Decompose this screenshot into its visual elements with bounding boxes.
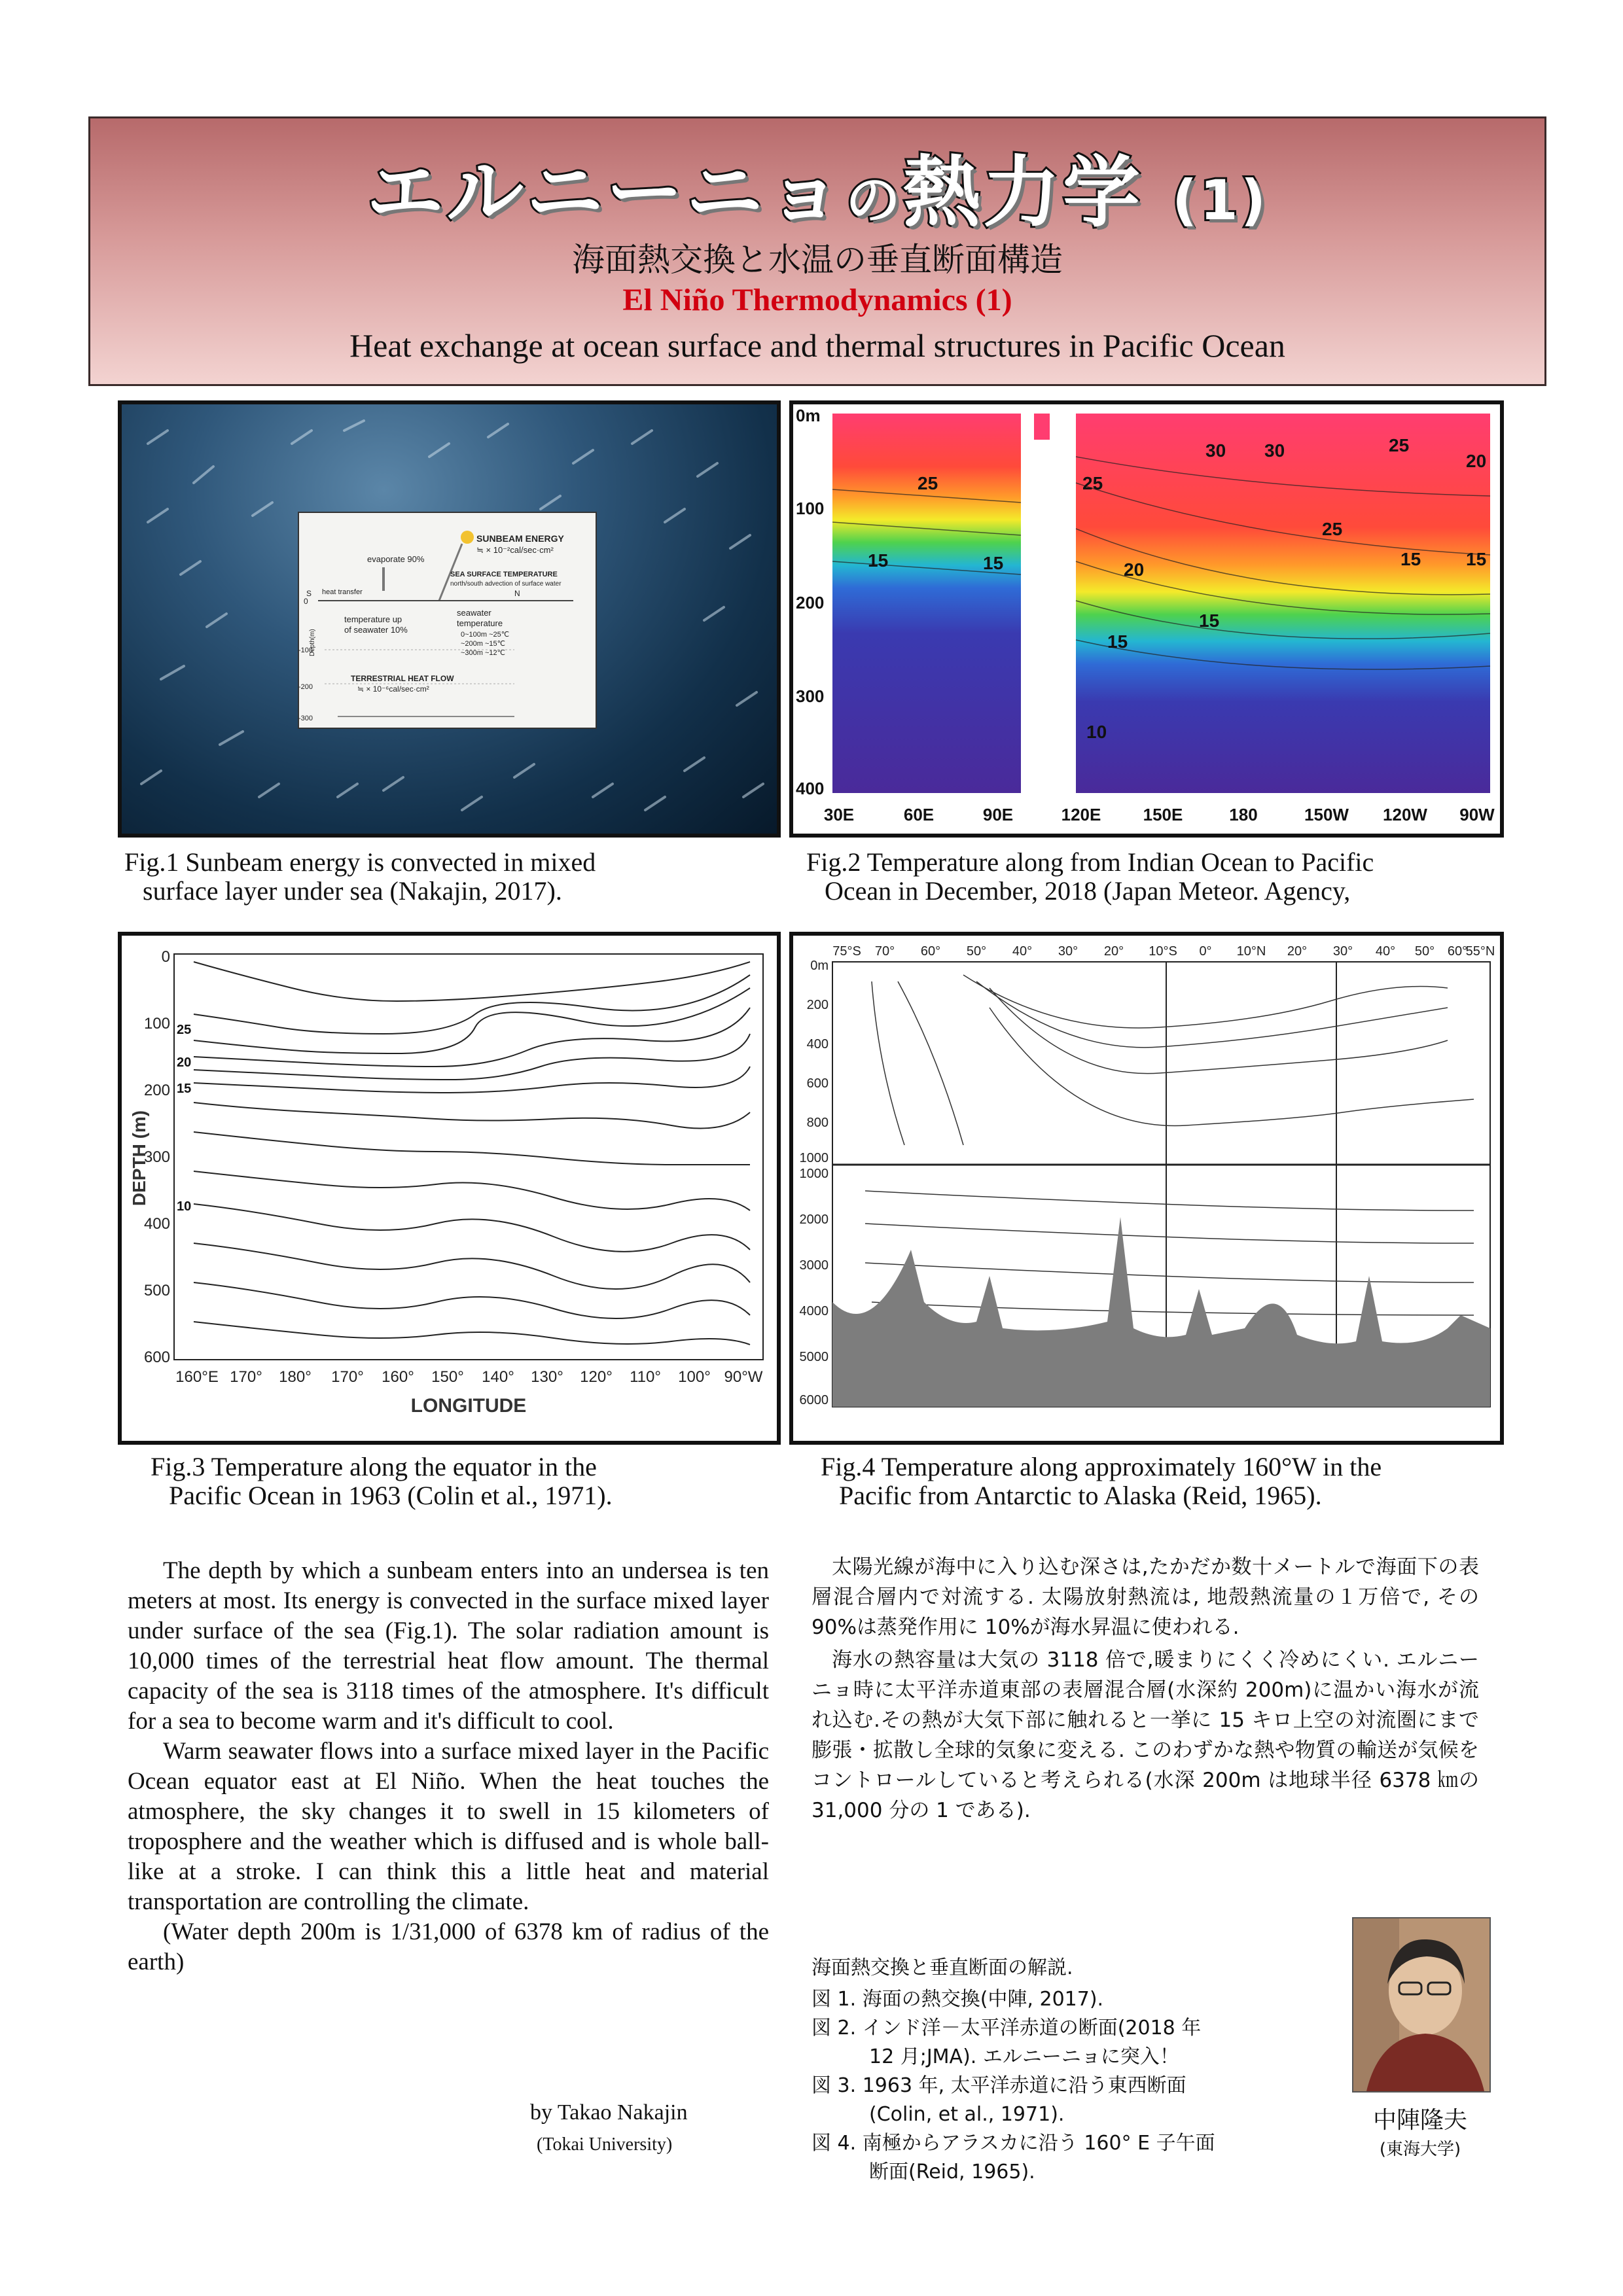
sst-sub-label: north/south advection of surface water (450, 580, 562, 588)
y-tick: 1000 (799, 1151, 829, 1165)
y-tick: 0m (796, 406, 821, 425)
notes-item (812, 2100, 1309, 2129)
note-text: 南極からアラスカに沿う 160° E 子午面 (856, 2132, 1215, 2155)
paragraph: 海水の熱容量は大気の 3118 倍で,暖まりにくく冷めにくい. エルニーニョ時に太平洋赤道東部の表層混合層(水深約 200m)に温かい海水が流れ込む.その熱が大気下部に触れると一挙に 15 キロ上空の対流圏にまで膨張・拡散し全球的気象に変える. このわずかな熱や物質の輸送が気候をコントロールしていると考えられる(水深 200m は地球半径 6378 ㎞の 31,000 分の 1 である). (812, 1648, 1479, 1822)
author-byline: by Takao Nakajin (530, 2100, 688, 2125)
contour-label: 15 (1107, 631, 1128, 652)
figure-4-meridional-section (789, 932, 1504, 1445)
caption-line: Fig.1 Sunbeam energy is convected in mixed (124, 847, 596, 877)
isotherm-lines (194, 962, 750, 1345)
contour-label: 25 (177, 1023, 192, 1037)
lat-tick: 20° (1287, 944, 1308, 959)
x-tick: 150° (431, 1368, 464, 1386)
lat-tick: 50° (966, 944, 987, 959)
note-text: インド洋－太平洋赤道の断面(2018 年 (856, 2017, 1202, 2040)
x-tick: 120E (1061, 805, 1101, 824)
y-tick: 200 (143, 1082, 170, 1099)
fig4-latitude-axis (832, 944, 1495, 959)
fish-school-illustration (122, 404, 777, 834)
contour-label: 15 (177, 1082, 192, 1096)
y-tick: 500 (143, 1282, 170, 1299)
x-tick: 60E (903, 805, 935, 824)
japanese-body-text (812, 1552, 1479, 1828)
x-tick: 90°W (724, 1368, 763, 1386)
y-tick: 0 (161, 948, 170, 966)
indian-ocean-section (832, 414, 1021, 793)
fig4-upper-y-axis (800, 959, 829, 1165)
author-photo (1352, 1917, 1491, 2093)
note-text: 断面(Reid, 1965). (869, 2161, 1035, 2183)
paragraph: The depth by which a sunbeam enters into an undersea is ten meters at most. Its energy is convected in the surface mixed layer under surface of the sea (Fig.1). The solar radiation amount is 10,000 times of the terrestrial heat flow amount. The thermal capacity of the sea is 3118 times of the atmosphere. It's difficult for a sea to become warm and it's difficult to cool. (128, 1557, 769, 1735)
fig2-contour-map (793, 404, 1500, 834)
fig4-contour-plot (793, 936, 1500, 1441)
y-tick: 0m (810, 959, 829, 973)
notes-item (812, 2014, 1309, 2043)
lat-tick: 40° (1012, 944, 1033, 959)
note-text: 海面の熱交換(中陣, 2017). (856, 1988, 1104, 2011)
figure-2-caption (806, 848, 1493, 906)
lat-tick: 40° (1375, 944, 1396, 959)
notes-item (812, 2043, 1309, 2072)
x-tick: 170° (230, 1368, 262, 1386)
lat-tick: 0° (1199, 944, 1212, 959)
fig3-contour-labels (177, 1023, 191, 1214)
lat-tick: 10°N (1236, 944, 1266, 959)
note-text: (Colin, et al., 1971). (869, 2103, 1065, 2126)
x-tick: 120W (1383, 805, 1427, 824)
title-main: エルニーニョ (366, 147, 846, 238)
fig3-contour-plot (122, 936, 777, 1441)
notes-item (812, 2129, 1309, 2158)
figure-4-caption (821, 1453, 1514, 1510)
land-gap (1021, 414, 1076, 793)
figure-1-caption (124, 848, 772, 906)
note-key: 図 1. (812, 1988, 857, 2011)
y-tick: 400 (143, 1215, 170, 1233)
subtitle-japanese: 海面熱交換と水温の垂直断面構造 (572, 241, 1063, 279)
title-rest: 熱力学 (902, 147, 1143, 238)
x-tick: 90W (1459, 805, 1495, 824)
terrestrial-heat-label: TERRESTRIAL HEAT FLOW (351, 674, 454, 683)
contour-label: 20 (1124, 559, 1145, 580)
x-tick: 130° (531, 1368, 563, 1386)
fig4-isotherms (865, 975, 1474, 1348)
x-tick: 150W (1304, 805, 1349, 824)
y-tick: 4000 (799, 1304, 829, 1318)
lat-tick: 70° (874, 944, 895, 959)
figure-notes (812, 1954, 1309, 2187)
pacific-ocean-section (1076, 414, 1490, 793)
y-tick: 200 (806, 998, 829, 1012)
notes-item (812, 2158, 1309, 2187)
title-particle: の (845, 168, 903, 232)
sst-label: SEA SURFACE TEMPERATURE (450, 571, 558, 578)
caption-line: Pacific from Antarctic to Alaska (Reid, 1965). (839, 1481, 1322, 1510)
page-title (90, 130, 1544, 241)
subtitle-english-red: El Niño Thermodynamics (1) (622, 283, 1012, 317)
contour-label: 25 (1322, 519, 1343, 539)
x-tick: 110° (630, 1368, 661, 1386)
fig3-y-axis (144, 948, 170, 1366)
figure-3-equator-section (118, 932, 781, 1445)
x-tick: 180° (279, 1368, 312, 1386)
depth-axis-title: Depth(m) (309, 629, 316, 656)
contour-label: 20 (1466, 451, 1487, 471)
y-tick: 2000 (799, 1212, 829, 1227)
y-tick: 300 (143, 1148, 170, 1166)
x-tick: 140° (482, 1368, 514, 1386)
y-tick: 400 (806, 1037, 829, 1051)
lat-tick: 60° (920, 944, 941, 959)
note-text: 12 月;JMA). エルニーニョに突入！ (869, 2045, 1179, 2068)
title-number: (1) (1171, 168, 1269, 232)
caption-line: Pacific Ocean in 1963 (Colin et al., 1971). (169, 1481, 613, 1510)
fig3-x-axis (175, 1368, 763, 1386)
contour-label: 10 (1086, 722, 1107, 742)
lat-tick: 50° (1414, 944, 1435, 959)
contour-label: 20 (177, 1055, 192, 1070)
y-tick: 800 (806, 1116, 829, 1130)
notes-item (812, 1985, 1309, 2014)
depth-300-label: -300 (298, 715, 313, 722)
temp-line-1: 0~100m ~25℃ (461, 631, 510, 639)
caption-line: Fig.3 Temperature along the equator in the (151, 1452, 597, 1481)
y-tick: 400 (796, 779, 825, 798)
sunbeam-value: ≒ × 10⁻²cal/sec·cm² (476, 545, 554, 555)
depth-100-label: -100 (298, 646, 313, 654)
sunbeam-label: SUNBEAM ENERGY (476, 533, 564, 544)
note-text: 1963 年, 太平洋赤道に沿う東西断面 (856, 2074, 1186, 2097)
depth-200-label: -200 (298, 683, 313, 691)
caption-line: Fig.2 Temperature along from Indian Ocean to Pacific (806, 847, 1374, 877)
depth-0-label: 0 (304, 597, 308, 606)
heat-transfer-label: heat transfer (322, 588, 363, 596)
y-tick: 6000 (799, 1393, 829, 1407)
contour-label: 25 (1389, 435, 1410, 455)
contour-label: 15 (1466, 549, 1487, 569)
subtitle-english: Heat exchange at ocean surface and thermal structures in Pacific Ocean (349, 327, 1285, 364)
note-key: 図 4. (812, 2132, 857, 2155)
lat-tick: 20° (1103, 944, 1124, 959)
caption-line: Fig.4 Temperature along approximately 160°W in the (821, 1452, 1382, 1481)
contour-label: 30 (1264, 440, 1285, 461)
x-tick: 170° (331, 1368, 364, 1386)
note-key: 図 3. (812, 2074, 857, 2097)
x-tick: 100° (678, 1368, 711, 1386)
x-tick: 150E (1143, 805, 1183, 824)
fig2-x-axis (824, 805, 1495, 824)
south-label: S (306, 589, 312, 598)
seawater-label: seawater (457, 608, 491, 618)
caption-line: Ocean in December, 2018 (Japan Meteor. Agency, (825, 876, 1351, 906)
temperature-label: temperature (457, 618, 503, 628)
temp-up-label-2: of seawater 10% (344, 625, 408, 635)
x-tick: 30E (823, 805, 855, 824)
x-tick: 160°E (175, 1368, 219, 1386)
notes-heading: 海面熱交換と垂直断面の解説. (812, 1956, 1073, 1979)
lat-tick: 60° (1447, 944, 1468, 959)
temp-line-2: ~200m ~15℃ (461, 640, 506, 648)
contour-label: 10 (177, 1199, 192, 1214)
x-axis-title: LONGITUDE (410, 1395, 527, 1417)
fig4-lower-y-axis (800, 1167, 829, 1407)
lat-tick: 30° (1332, 944, 1353, 959)
terrestrial-heat-value: ≒ × 10⁻⁶cal/sec·cm² (357, 684, 429, 694)
author-portrait (1353, 1918, 1489, 2091)
figure-3-caption (151, 1453, 779, 1510)
x-tick: 180 (1229, 805, 1258, 824)
lat-tick: 55°N (1465, 944, 1495, 959)
temp-up-label: temperature up (344, 614, 402, 624)
y-tick: 600 (143, 1349, 170, 1366)
lat-tick: 10°S (1149, 944, 1177, 959)
figure-1-sardine-photo (118, 400, 781, 838)
y-tick: 100 (796, 499, 825, 518)
header-banner (88, 116, 1546, 386)
x-tick: 90E (982, 805, 1014, 824)
lat-tick: 30° (1058, 944, 1079, 959)
x-tick: 160° (382, 1368, 414, 1386)
y-tick: 300 (796, 686, 825, 706)
caption-line: surface layer under sea (Nakajin, 2017). (143, 876, 562, 906)
y-tick: 1000 (799, 1167, 829, 1181)
y-tick: 5000 (799, 1350, 829, 1364)
contour-label: 15 (868, 550, 889, 571)
author-affiliation: (Tokai University) (537, 2134, 673, 2155)
contour-label: 15 (983, 553, 1004, 573)
paragraph: (Water depth 200m is 1/31,000 of 6378 km of radius of the earth) (128, 1918, 769, 1975)
contour-label: 25 (918, 473, 938, 493)
contour-label: 25 (1082, 473, 1103, 493)
author-affiliation-japanese: (東海大学) (1379, 2140, 1461, 2159)
y-axis-title: DEPTH (m) (129, 1110, 149, 1207)
temp-line-3: ~300m ~12℃ (461, 649, 506, 657)
north-label: N (514, 589, 520, 598)
paragraph: Warm seawater flows into a surface mixed layer in the Pacific Ocean equator east at El Niño. When the heat touches the atmosphere, the sky changes it to swell in 15 kilometers of troposphere and the weather which is diffused and is whole ball-like at a stroke. I can think this a little heat and material transportation are controlling the climate. (128, 1738, 769, 1915)
evaporate-label: evaporate 90% (367, 554, 425, 564)
sun-icon (461, 531, 474, 544)
paragraph: 太陽光線が海中に入り込む深さは,たかだか数十メートルで海面下の表層混合層内で対流する. 太陽放射熱流は, 地殻熱流量の１万倍で, その 90%は蒸発作用に 10%が海水昇温に使われる. (812, 1555, 1479, 1639)
lat-tick: 75°S (832, 944, 861, 959)
y-tick: 100 (143, 1015, 170, 1033)
x-tick: 120° (580, 1368, 613, 1386)
fig2-y-axis (796, 406, 824, 798)
y-tick: 200 (796, 593, 825, 612)
note-key: 図 2. (812, 2017, 857, 2040)
y-tick: 3000 (799, 1258, 829, 1273)
contour-label: 15 (1400, 549, 1421, 569)
author-name-japanese: 中陣隆夫 (1372, 2107, 1467, 2134)
contour-label: 15 (1199, 610, 1220, 631)
contour-label: 30 (1205, 440, 1226, 461)
figure-2-temperature-section (789, 400, 1504, 838)
english-body-text (128, 1556, 769, 1977)
y-tick: 600 (806, 1076, 829, 1091)
notes-item (812, 2072, 1309, 2100)
